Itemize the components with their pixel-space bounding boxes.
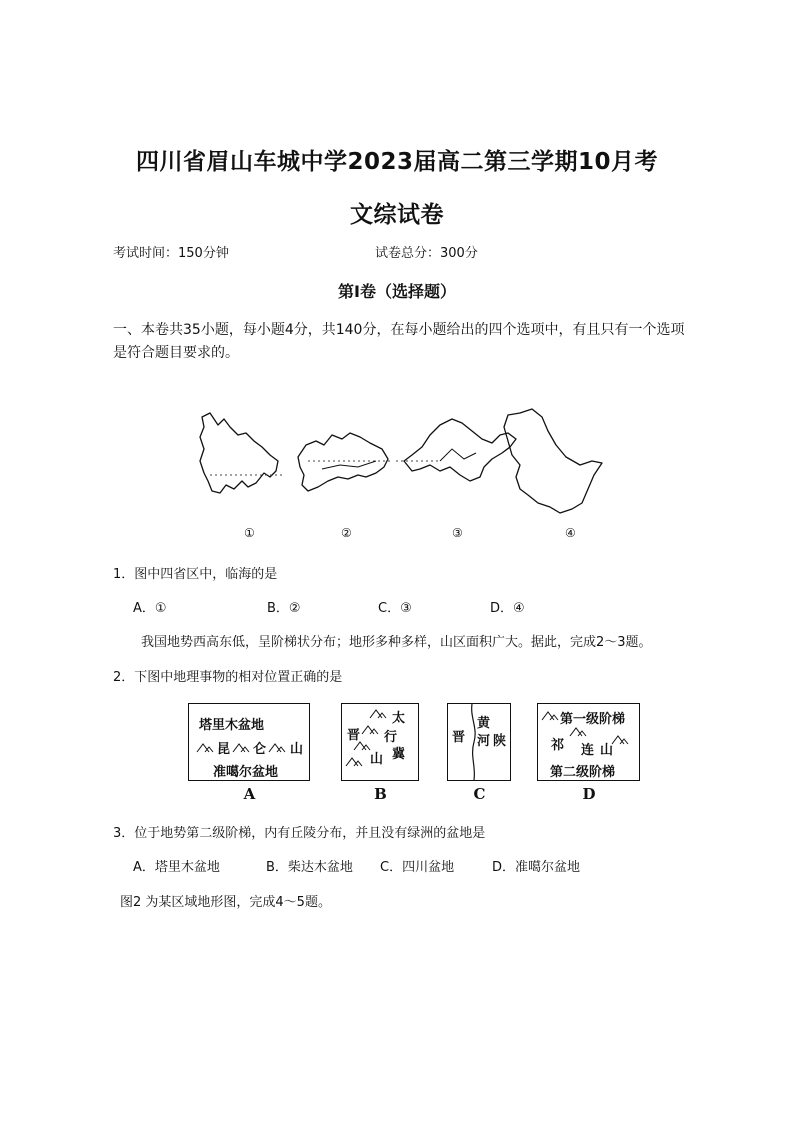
option-a-box (188, 703, 310, 781)
question-1-option-a: A．① (133, 601, 167, 616)
province-map-figure (190, 405, 610, 545)
province-char-jin: 晋 (452, 730, 466, 745)
river-line (440, 449, 476, 461)
mountain-char-lun: 仑 (253, 742, 267, 757)
passage-2: 图2 为某区域地形图，完成4～5题。 (120, 895, 331, 910)
qilian-char-lian: 连 (581, 743, 595, 758)
option-d-label: D (582, 785, 596, 803)
instructions-line1: 一、本卷共35小题，每小题4分，共140分，在每小题给出的四个选项中，有且只有一个选项 (113, 322, 685, 338)
section-title: 第Ⅰ卷（选择题） (338, 282, 456, 301)
question-1-option-c: C．③ (378, 601, 412, 616)
page-title: 四川省眉山车城中学2023届高二第三学期10月考 (135, 149, 659, 175)
taihang-char-hang: 行 (384, 730, 398, 745)
option-c-box (447, 703, 511, 781)
question-1-stem: 1．图中四省区中，临海的是 (113, 567, 278, 582)
map-label-4: ④ (565, 526, 576, 540)
map-label-2: ② (341, 526, 352, 540)
page-subtitle: 文综试卷 (350, 202, 444, 228)
province-char-ji: 冀 (392, 747, 406, 762)
junggar-basin-label: 准噶尔盆地 (213, 765, 279, 780)
river-char-huang: 黄 (477, 716, 491, 731)
question-3-option-a: A．塔里木盆地 (133, 860, 220, 875)
option-d-box (537, 703, 640, 781)
tarim-basin-label: 塔里木盆地 (199, 718, 265, 733)
question-3-stem: 3．位于地势第二级阶梯，内有丘陵分布，并且没有绿洲的盆地是 (113, 826, 486, 841)
question-1-option-d: D．④ (490, 601, 525, 616)
instructions-line2: 是符合题目要求的。 (113, 345, 239, 361)
province-outline-1 (200, 413, 278, 493)
exam-score: 试卷总分：300分 (375, 246, 478, 261)
mountain-symbols (195, 738, 305, 754)
question-1-option-b: B．② (267, 601, 301, 616)
province-outline-4 (504, 409, 602, 513)
map-label-3: ③ (452, 526, 463, 540)
mountain-char-kun: 昆 (217, 742, 231, 757)
province-char-shaan: 陕 (493, 734, 507, 749)
map-label-1: ① (244, 526, 255, 540)
province-outline-3 (404, 419, 516, 481)
option-b-label: B (374, 785, 387, 803)
exam-time: 考试时间：150分钟 (113, 246, 229, 261)
river-char-he: 河 (477, 734, 491, 749)
passage-1: 我国地势西高东低，呈阶梯状分布；地形多种多样，山区面积广大。据此，完成2～3题。 (141, 635, 652, 650)
option-c-label: C (473, 785, 486, 803)
qilian-char-qi: 祁 (551, 738, 565, 753)
question-3-option-c: C．四川盆地 (380, 860, 455, 875)
taihang-char-tai: 太 (392, 711, 406, 726)
first-step-label: 第一级阶梯 (560, 712, 626, 727)
question-3-option-b: B．柴达木盆地 (266, 860, 353, 875)
province-char-jin: 晋 (347, 728, 361, 743)
taihang-char-shan: 山 (370, 752, 384, 767)
question-2-stem: 2．下图中地理事物的相对位置正确的是 (113, 670, 343, 685)
mountain-char-shan: 山 (290, 742, 304, 757)
option-b-box (341, 703, 419, 781)
second-step-label: 第二级阶梯 (550, 765, 616, 780)
question-3-option-d: D．准噶尔盆地 (492, 860, 581, 875)
qilian-char-shan: 山 (600, 743, 614, 758)
option-a-label: A (243, 785, 256, 803)
river-line (322, 461, 376, 469)
